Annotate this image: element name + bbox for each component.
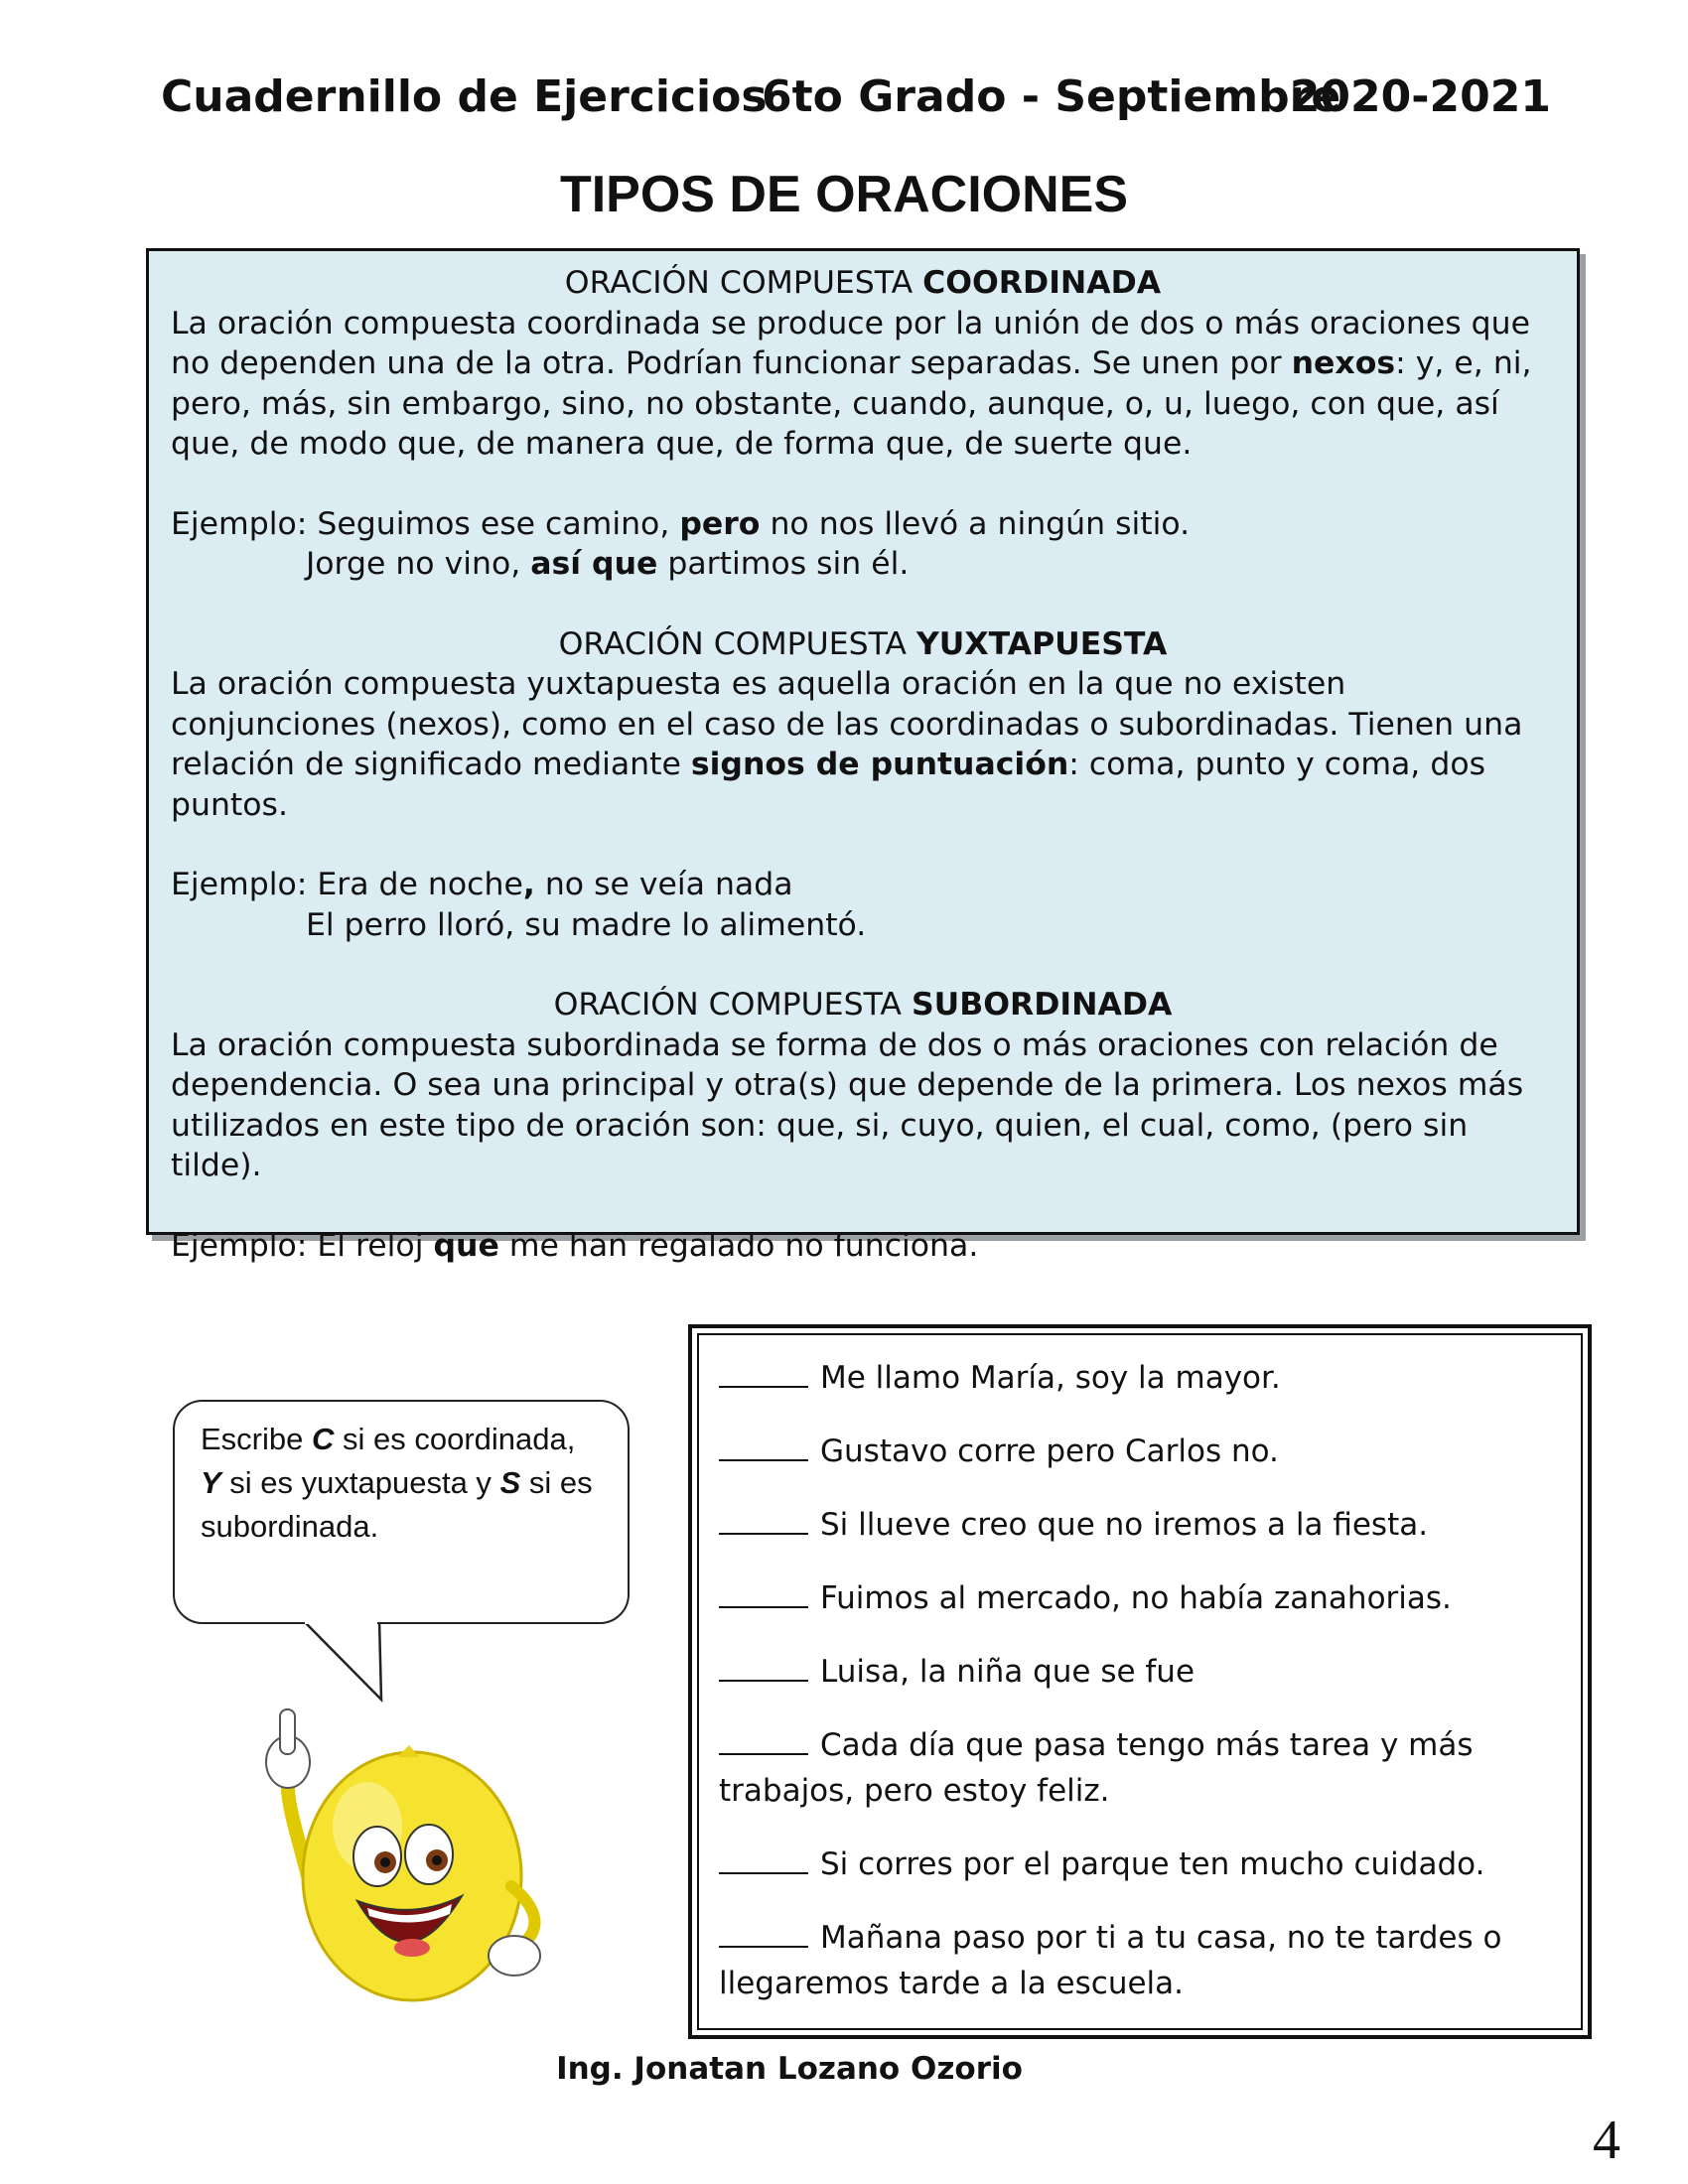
header-school-year: 2020-2021 [1289, 71, 1551, 122]
answer-blank[interactable] [719, 1729, 808, 1755]
page-title: TIPOS DE ORACIONES [559, 166, 1129, 223]
answer-blank[interactable] [719, 1656, 808, 1682]
coordinada-example-2: Jorge no vino, así que partimos sin él. [306, 546, 910, 582]
coordinada-definition: La oración compuesta coordinada se produce por la unión de dos o más oraciones que no dependen una de la otra. Podrían funcionar separadas. Se unen por nexos: y, e, ni, pero, más, sin embargo, sino, no obstante, cuando, aunque, o, u, luego, con que, así que, de modo que, de manera que, de forma que, de suerte que. [171, 305, 1532, 462]
exercise-list [697, 1333, 1583, 2030]
exercise-box [688, 1324, 1592, 2039]
answer-blank[interactable] [719, 1435, 808, 1461]
exercise-item [719, 1355, 1561, 1401]
exercise-item [719, 1502, 1561, 1548]
header-workbook-title: Cuadernillo de Ejercicios [161, 71, 768, 122]
exercise-sentence: Mañana paso por ti a tu casa, no te tardes o llegaremos tarde a la escuela. [719, 1920, 1502, 2001]
exercise-item [719, 1649, 1561, 1695]
page-header [161, 71, 1551, 131]
letter-y: Y [201, 1465, 221, 1500]
answer-blank[interactable] [719, 1922, 808, 1948]
instruction-bubble: Escribe C si es coordinada, Y si es yuxtapuesta y S si es subordinada. [173, 1400, 630, 1624]
yuxtapuesta-example-1: Ejemplo: Era de noche, no se veía nada [171, 867, 793, 902]
exercise-sentence: Si llueve creo que no iremos a la fiesta. [820, 1507, 1429, 1543]
theory-box [146, 248, 1580, 1264]
answer-blank[interactable] [719, 1582, 808, 1608]
letter-c: C [311, 1422, 335, 1456]
exercise-sentence: Cada día que pasa tengo más tarea y más trabajos, pero estoy feliz. [719, 1727, 1474, 1809]
exercise-item [719, 1429, 1561, 1474]
answer-blank[interactable] [719, 1848, 808, 1874]
exercise-sentence: Fuimos al mercado, no había zanahorias. [820, 1580, 1452, 1616]
yuxtapuesta-example-2: El perro lloró, su madre lo alimentó. [306, 906, 867, 943]
exercise-item [719, 1842, 1561, 1887]
answer-blank[interactable] [719, 1509, 808, 1535]
exercise-item [719, 1915, 1561, 2006]
yuxtapuesta-definition: La oración compuesta yuxtapuesta es aquella oración en la que no existen conjunciones (nexos), como en el caso de las coordinadas o subordinadas. Tienen una relación de significado mediante signos de puntuación: coma, punto y coma, dos puntos. [171, 666, 1523, 823]
exercise-sentence: Luisa, la niña que se fue [820, 1654, 1196, 1690]
page-number: 4 [1593, 2110, 1620, 2171]
coordinada-heading: ORACIÓN COMPUESTA COORDINADA [564, 265, 1162, 301]
yuxtapuesta-heading: ORACIÓN COMPUESTA YUXTAPUESTA [558, 625, 1168, 662]
letter-s: S [499, 1465, 521, 1500]
exercise-sentence: Si corres por el parque ten mucho cuidado. [820, 1846, 1485, 1882]
answer-blank[interactable] [719, 1362, 808, 1388]
subordinada-definition: La oración compuesta subordinada se forma de dos o más oraciones con relación de dependencia. O sea una principal y otra(s) que depende de la primera. Los nexos más utilizados en este tipo de oración son: que, si, cuyo, quien, el cual, como, (pero sin tilde). [171, 1026, 1524, 1183]
exercise-item [719, 1722, 1561, 1814]
subordinada-example-1: Ejemplo: El reloj que me han regalado no funciona. [171, 1227, 979, 1264]
header-grade-month: 6to Grado - Septiembre [762, 71, 1341, 122]
exercise-sentence: Me llamo María, soy la mayor. [820, 1360, 1281, 1396]
lemon-mascot-icon [248, 1688, 556, 2015]
author-name: Ing. Jonatan Lozano Ozorio [556, 2051, 1023, 2087]
coordinada-example-1: Ejemplo: Seguimos ese camino, pero no nos llevó a ningún sitio. [171, 505, 1191, 542]
exercise-item [719, 1575, 1561, 1621]
subordinada-heading: ORACIÓN COMPUESTA SUBORDINADA [553, 987, 1173, 1023]
exercise-sentence: Gustavo corre pero Carlos no. [820, 1433, 1279, 1469]
